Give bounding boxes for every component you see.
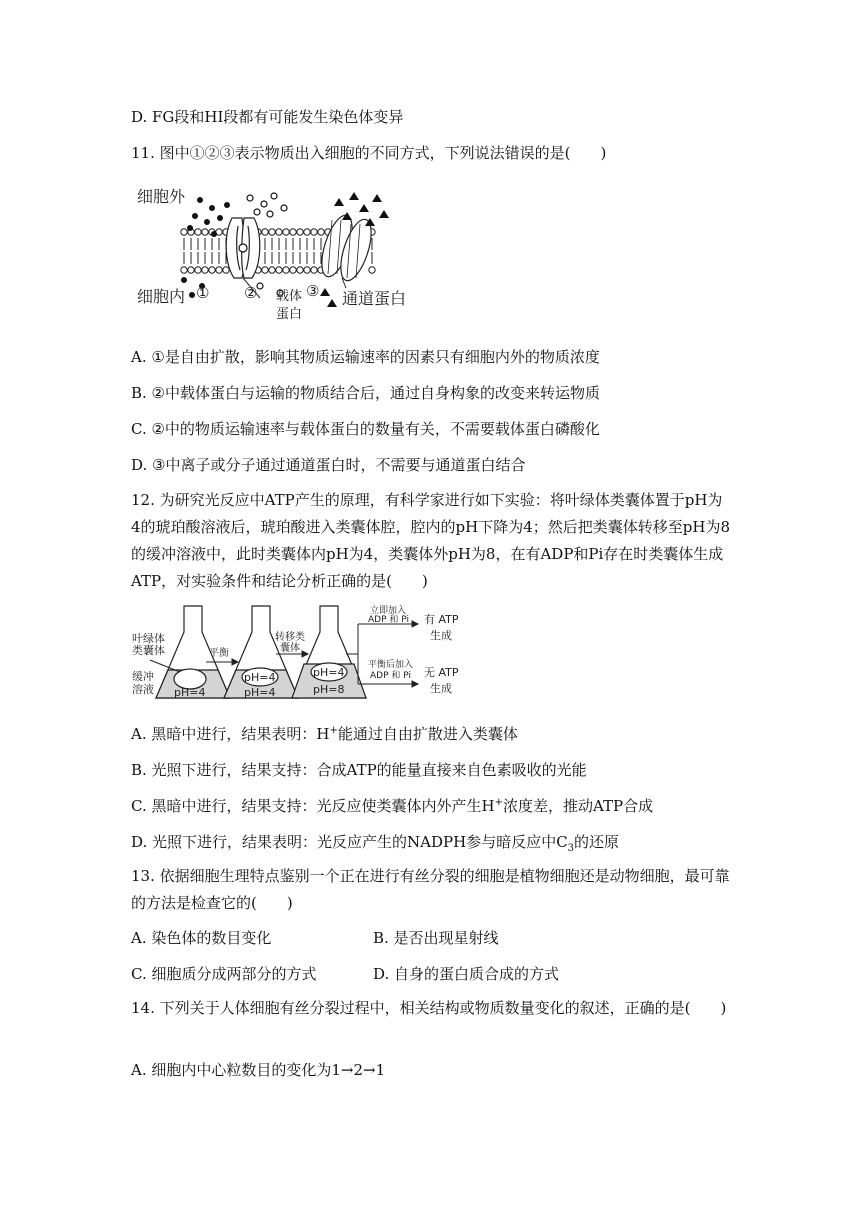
lipid-head [276,267,282,273]
buffer-label-1: 缓冲 [132,670,154,683]
lipid-head [262,267,268,273]
thylakoid-label-1: 叶绿体 [132,632,165,645]
lipid-head [311,229,317,235]
inside-label: 细胞内 [137,287,186,306]
q12-option-d-text-2: 的还原 [574,833,620,851]
lipid-head [369,267,375,273]
q14-stem: 14. 下列关于人体细胞有丝分裂过程中，相关结构或物质数量变化的叙述，正确的是( ) [131,999,727,1017]
lipid-head [290,267,296,273]
flask2-ph-inner: pH=4 [244,671,276,684]
q11-membrane-figure [132,178,432,328]
q12-experiment-figure [132,602,478,704]
arrow1-label: 平衡 [209,648,229,659]
lipid-head [297,229,303,235]
lipid-head [290,229,296,235]
q12-option-a [131,723,518,745]
flask3-ph-inner: pH=4 [313,666,345,679]
lipid-head [262,229,268,235]
lipid-head [304,267,310,273]
branch-top-1: 立即加入 [370,606,407,616]
branch-bottom-2: ADP 和 Pi [370,671,411,681]
q12-option-c [131,795,653,817]
result-top-1: 有 ATP [424,613,459,626]
lipid-head [202,267,208,273]
buffer-label-2: 溶液 [132,683,154,696]
q10-option-d: D. FG段和HI段都有可能发生染色体变异 [131,108,404,126]
q13-option-d: D. 自身的蛋白质合成的方式 [373,965,560,983]
lipid-head [181,267,187,273]
lipid-head [195,267,201,273]
q11-option-c: C. ②中的物质运输速率与载体蛋白的数量有关，不需要载体蛋白磷酸化 [131,420,600,438]
channel-label: 通道蛋白 [342,289,407,308]
lipid-head [188,267,194,273]
mark-3: ③ [306,282,320,300]
lipid-head [216,267,222,273]
outside-label: 细胞外 [137,187,186,206]
branch-top-2: ADP 和 Pi [368,615,409,625]
q12-option-c-text: C. 黑暗中进行，结果支持：光反应使类囊体内外产生H [131,797,495,815]
q11-option-b: B. ②中载体蛋白与运输的物质结合后，通过自身构象的改变来转运物质 [131,384,601,402]
lipid-head [297,267,303,273]
q12-option-d-text: D. 光照下进行，结果表明：光反应产生的NADPH参与暗反应中C [131,833,568,851]
lipid-head [311,267,317,273]
q12-option-b: B. 光照下进行，结果支持：合成ATP的能量直接来自色素吸收的光能 [131,761,587,779]
subscript-3: 3 [567,843,575,854]
q11-option-d: D. ③中离子或分子通过通道蛋白时，不需要与通道蛋白结合 [131,456,526,474]
lipid-head [269,267,275,273]
lipid-head [195,229,201,235]
q11-option-a: A. ①是自由扩散，影响其物质运输速率的因素只有细胞内外的物质浓度 [131,348,600,366]
lipid-head [223,267,229,273]
q14-option-a: A. 细胞内中心粒数目的变化为1→2→1 [131,1061,386,1079]
q12-stem: 12. 为研究光反应中ATP产生的原理，有科学家进行如下实验：将叶绿体类囊体置于pH为4的琥珀酸溶液后，琥珀酸进入类囊体腔，腔内的pH下降为4；然后把类囊体转移至pH为8的缓冲溶液中，此时类囊体内pH为4，类囊体外pH为8，在有ADP和Pi存在时类囊体生成ATP，对实验条件和结论分析正确的是( ) [131,491,731,590]
lipid-head [209,267,215,273]
lipid-head [181,229,187,235]
result-bottom-1: 无 ATP [424,666,459,679]
q13-option-a: A. 染色体的数目变化 [131,929,272,947]
q12-option-c-text-2: 浓度差，推动ATP合成 [502,797,654,815]
flask2-ph: pH=4 [244,686,276,699]
result-top-2: 生成 [430,629,452,642]
result-bottom-2: 生成 [430,682,452,695]
q13-option-c: C. 细胞质分成两部分的方式 [131,965,317,983]
lipid-head [269,229,275,235]
mark-1: ① [196,284,210,302]
lipid-head [283,229,289,235]
superscript-plus: + [329,725,338,736]
arrow2-label-1: 转移类 [275,632,305,643]
lipid-head [202,229,208,235]
q12-option-a-text-2: 能通过自由扩散进入类囊体 [337,725,518,743]
lipid-head [276,229,282,235]
q13-stem: 13. 依据细胞生理特点鉴别一个正在进行有丝分裂的细胞是植物细胞还是动物细胞，最可靠的方法是检查它的( ) [131,867,730,912]
lipid-head [318,229,324,235]
q12-option-d [131,831,619,853]
carrier-label-1: 载体 [276,289,303,304]
q12-option-a-text: A. 黑暗中进行，结果表明：H [131,725,330,743]
superscript-plus: + [494,797,503,808]
lipid-head [304,229,310,235]
flask1-ph: pH=4 [174,686,206,699]
q11-stem: 11. 图中①②③表示物质出入细胞的不同方式，下列说法错误的是( ) [131,144,607,162]
thylakoid-label-2: 类囊体 [132,644,165,657]
flask3-ph: pH=8 [313,683,345,696]
lipid-head [283,267,289,273]
arrow2-label-2: 囊体 [280,643,300,654]
branch-bottom-1: 平衡后加入 [368,660,414,670]
mark-2: ② [244,284,258,302]
carrier-label-2: 蛋白 [276,307,303,322]
q13-option-b: B. 是否出现星射线 [373,929,499,947]
